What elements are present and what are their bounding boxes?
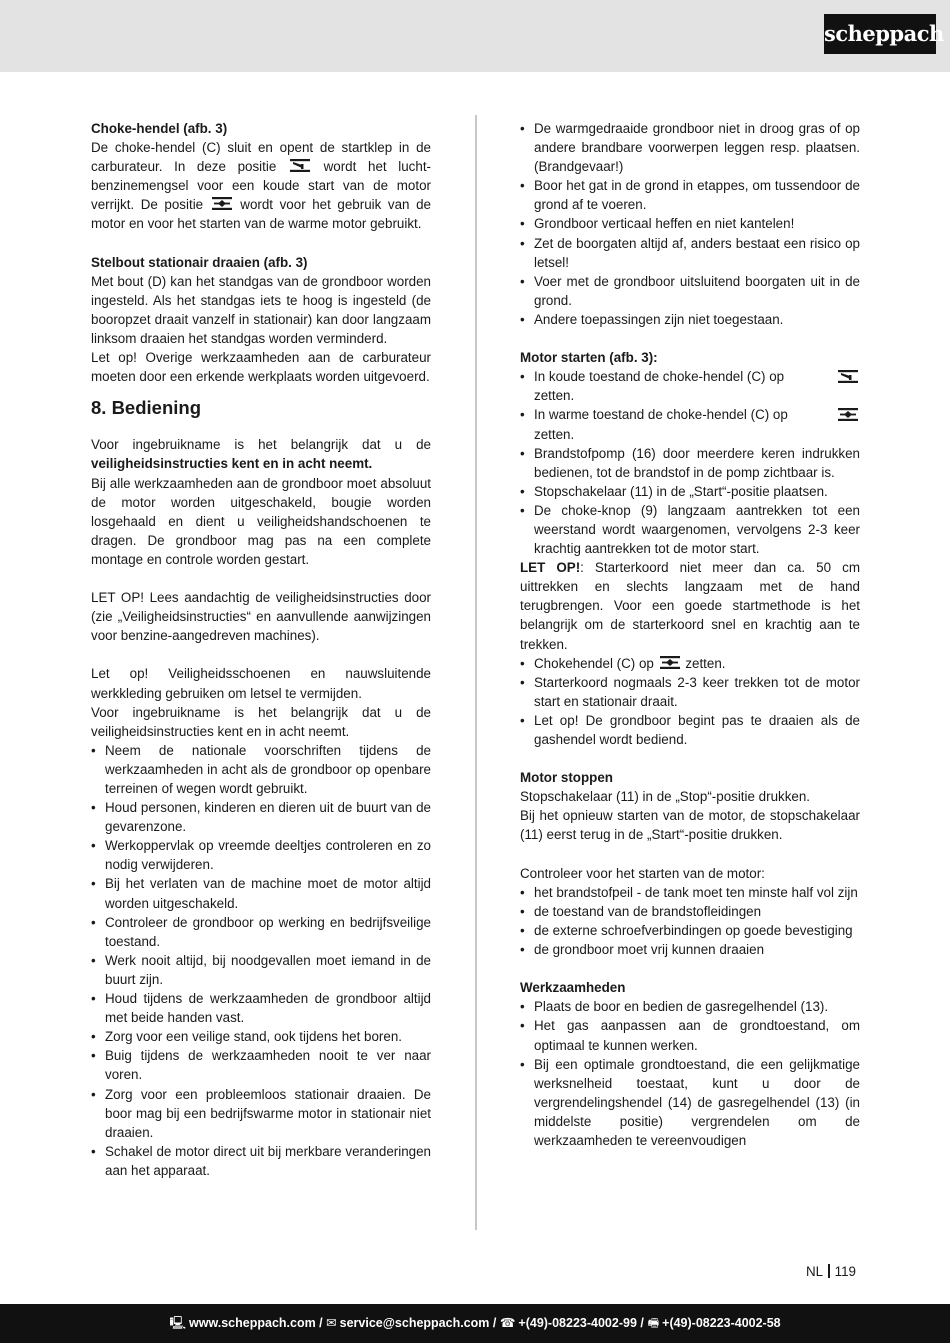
page-num: 119 (834, 1264, 856, 1279)
list-item: • Voer met de grondboor uitsluitend boorgaten uit in de grond. (520, 272, 860, 310)
left-column (91, 119, 431, 1180)
ms-item-text: In warme toestand de choke-hendel (C) op (534, 407, 788, 423)
ms-item-tail: zetten. (685, 655, 726, 671)
usage-list (520, 119, 860, 329)
list-item: • Zorg voor een veilige stand, ook tijdens het boren. (91, 1027, 431, 1046)
list-item: • Let op! De grondboor begint pas te draaien als de gashendel wordt bediend. (520, 711, 860, 749)
list-item: • Brandstofpomp (16) door meerdere keren indrukken bedienen, tot de brandstof in de pomp zichtbaar is. (520, 444, 860, 482)
stop-paragraph: Stopschakelaar (11) in de „Stop“-positie drukken. (520, 789, 811, 805)
ms-item-tail: zetten. (534, 388, 575, 404)
werkzaamheden-heading: Werkzaamheden (520, 980, 626, 996)
stelbout-heading: Stelbout stationair draaien (afb. 3) (91, 254, 308, 270)
list-item: • Bij een optimale grondtoestand, die een gelijkmatige werksnelheid toestaat, kunt u door de vergrendelingshendel (14) de gasregelhendel (13) (in middelste positie) vergrendelen om de werkzaamheden te vereenvoudigen (520, 1055, 860, 1150)
ms-item-text: Chokehendel (C) op (534, 655, 654, 671)
letop-lees-paragraph: LET OP! Lees aandachtig de veiligheidsinstructies door (zie „Veiligheidsinstructies“ en aanvullende aanwijzingen voor benzine-aangedreven machines). (91, 590, 431, 644)
list-item: • De warmgedraaide grondboor niet in droog gras of op andere brandbare voorwerpen leggen resp. plaatsen. (Brandgevaar!) (520, 119, 860, 176)
intro-text: Voor ingebruikname is het belangrijk dat u de (91, 437, 431, 453)
intro-paragraph (91, 435, 431, 473)
bij-alle-paragraph: Bij alle werkzaamheden aan de grondboor moet absoluut de motor worden uitgeschakeld, bougie worden losgehaald en dient u veiligheidshandschoenen te dragen. De grondboor mag pas na een complete montage en controle worden gestart. (91, 475, 431, 567)
choke-closed-icon (290, 159, 310, 172)
page-number (806, 1264, 856, 1279)
choke-open-icon (838, 408, 858, 421)
choke-paragraph (91, 138, 431, 233)
list-item: • Werkoppervlak op vreemde deeltjes controleren en zo nodig verwijderen. (91, 836, 431, 874)
page-lang: NL (806, 1264, 824, 1279)
choke-heading: Choke-hendel (afb. 3) (91, 121, 228, 136)
list-item: • Andere toepassingen zijn niet toegestaan. (520, 310, 860, 329)
ms-item-text: In koude toestand de choke-hendel (C) op (534, 369, 785, 385)
choke-text-2: wordt het lucht-benzinemengsel voor een koude start van de motor verrijkt. De positie (91, 159, 431, 213)
footer-phone: +(49)-08223-4002-99 / (518, 1316, 644, 1330)
list-item (520, 367, 860, 405)
scheppach-logo[interactable]: scheppach (824, 14, 936, 54)
letop-label: LET OP! (520, 560, 581, 576)
controle-list (520, 883, 860, 959)
footer-bar (0, 1304, 950, 1343)
choke-open-icon (212, 197, 232, 210)
stop-paragraph-2: Bij het opnieuw starten van de motor, de stopschakelaar (11) eerst terug in de „Start“-positie drukken. (520, 808, 860, 843)
computer-icon: 🖳 (169, 1316, 187, 1330)
section-title: 8. Bediening (91, 397, 201, 419)
list-item: • Stopschakelaar (11) in de „Start“-positie plaatsen. (520, 482, 860, 501)
motor-starten-heading: Motor starten (afb. 3): (520, 350, 658, 366)
safety-list (91, 741, 431, 1180)
letop-schoenen-paragraph: Let op! Veiligheidsschoenen en nauwsluitende werkkleding gebruiken om letsel te vermijden. (91, 666, 431, 701)
list-item (520, 405, 860, 443)
list-item: • de externe schroefverbindingen op goede bevestiging (520, 921, 860, 940)
controle-intro: Controleer voor het starten van de motor: (520, 865, 765, 881)
footer-fax: +(49)-08223-4002-58 (662, 1316, 781, 1330)
footer-web-link[interactable]: www.scheppach.com / (189, 1316, 323, 1330)
ms-item-tail: zetten. (534, 426, 575, 442)
werkzaamheden-list (520, 997, 860, 1150)
motor-stoppen-heading: Motor stoppen (520, 770, 613, 786)
list-item: • Boor het gat in de grond in etappes, om tussendoor de grond af te voeren. (520, 176, 860, 214)
list-item: • de grondboor moet vrij kunnen draaien (520, 940, 860, 959)
list-item: • Starterkoord nogmaals 2-3 keer trekken tot de motor start en stationair draait. (520, 673, 860, 711)
list-item: • Houd personen, kinderen en dieren uit de buurt van de gevarenzone. (91, 798, 431, 836)
choke-closed-icon (838, 370, 858, 383)
list-item: • Bij het verlaten van de machine moet de motor altijd worden uitgeschakeld. (91, 874, 431, 912)
stelbout-note: Let op! Overige werkzaamheden aan de carburateur moeten door een erkende werkplaats worden uitgevoerd. (91, 350, 431, 385)
list-item: • Buig tijdens de werkzaamheden nooit te ver naar voren. (91, 1046, 431, 1084)
letop-paragraph (520, 558, 860, 653)
stelbout-paragraph: Met bout (D) kan het standgas van de grondboor worden ingesteld. Als het standgas iets te hoog is ingesteld (de booropzet draait vanzelf in stationair) kan door langzaam linksom draaien het standgas worden verminderd. (91, 273, 431, 347)
motor-starten-list-2 (520, 654, 860, 749)
list-item: • het brandstofpeil - de tank moet ten minste half vol zijn (520, 883, 860, 902)
list-item: • De choke-knop (9) langzaam aantrekken tot een weerstand wordt waargenomen, vervolgens 2-3 keer krachtig aantrekken tot de motor start. (520, 501, 860, 558)
letop-text: : Starterkoord niet meer dan ca. 50 cm uittrekken en slechts langzaam met de hand terugbrengen. Voor een goede startmethode is het belangrijk om de starterkoord snel en krachtig aan te trekken. (520, 560, 860, 652)
voor-ingebruikname-paragraph: Voor ingebruikname is het belangrijk dat u de veiligheidsinstructies kent en in acht neemt. (91, 704, 431, 739)
list-item: • Houd tijdens de werkzaamheden de grondboor altijd met beide handen vast. (91, 989, 431, 1027)
list-item: • Controleer de grondboor op werking en bedrijfsveilige toestand. (91, 913, 431, 951)
intro-bold: veiligheidsinstructies kent en in acht neemt. (91, 456, 373, 472)
list-item: • Zet de boorgaten altijd af, anders bestaat een risico op letsel! (520, 234, 860, 272)
list-item: • Neem de nationale voorschriften tijdens de werkzaamheden in acht als de grondboor op openbare terreinen of wegen wordt gebruikt. (91, 741, 431, 798)
list-item: • Plaats de boor en bedien de gasregelhendel (13). (520, 997, 860, 1016)
list-item: • Zorg voor een probleemloos stationair draaien. De boor mag bij een bedrijfswarme motor in stationair niet draaien. (91, 1085, 431, 1142)
list-item: • Grondboor verticaal heffen en niet kantelen! (520, 214, 860, 233)
phone-icon: ☎ (499, 1316, 516, 1330)
mail-icon: ✉ (326, 1316, 337, 1330)
choke-open-icon (660, 656, 680, 669)
header-bar (0, 0, 950, 72)
motor-starten-list (520, 367, 860, 558)
column-divider (475, 115, 477, 1230)
list-item: • Werk nooit altijd, bij noodgevallen moet iemand in de buurt zijn. (91, 951, 431, 989)
list-item: • Het gas aanpassen aan de grondtoestand, om optimaal te kunnen werken. (520, 1016, 860, 1054)
list-item: • de toestand van de brandstofleidingen (520, 902, 860, 921)
fax-icon: 🖷 (647, 1316, 660, 1330)
page-number-divider (828, 1264, 830, 1278)
right-column (520, 119, 860, 1150)
choke-text-1: De choke-hendel (C) sluit en opent de startklep in de carburateur. In deze positie (91, 140, 431, 175)
choke-text-3: wordt voor het gebruik van de motor en voor het starten van de warme motor gebruikt. (91, 197, 431, 232)
footer-email-link[interactable]: service@scheppach.com / (339, 1316, 497, 1330)
list-item: • Schakel de motor direct uit bij merkbare veranderingen aan het apparaat. (91, 1142, 431, 1180)
list-item (520, 654, 860, 673)
